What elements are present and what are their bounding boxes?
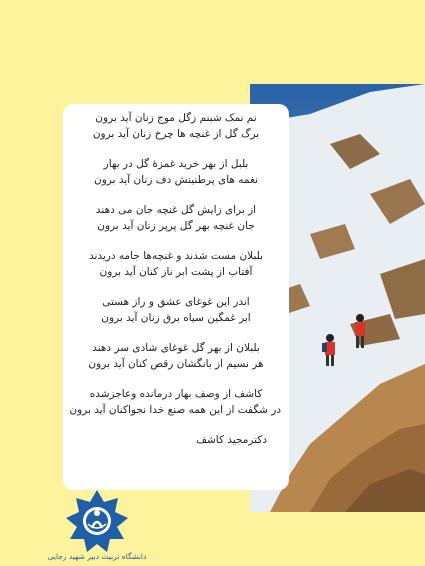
poem-line: بلبلان مست شدند و غنچه‌ها جامه دریدند [88,250,264,262]
poem-line: هر نسیم از بانگشان رقص کنان آید برون [88,358,264,370]
poem-line: در شگفت از این همه صنع خدا نجواکنان آید برون [69,404,281,416]
university-emblem-icon [47,488,147,562]
university-logo-graphic [47,488,147,562]
poem-line: بلبلان از بهر گل غوغای شادی سر دهند [92,342,260,354]
stanza-5 [71,294,281,326]
poem-line: کاشف از وصف بهار درمانده وعاجزشده [89,388,263,400]
stanza-4 [71,248,281,280]
poem-line: از برای زایش گل غنچه جان می دهند [95,204,257,216]
poem-line: آفتاب از پشت ابر ناز کنان آید برون [99,266,253,278]
poem-line: بلبل از بهر خرید غمزهٔ گل در بهار [103,158,249,170]
poem-line: نغمه های پرطنینش دف زنان آید برون [94,174,258,186]
stanza-1 [71,110,281,142]
poem-line: نم نمک شبنم زگل موج زنان آید برون [95,112,257,124]
poem-author: دکترمجید کاشف [196,434,267,446]
poem-line: ابر غمگین سیاه برق زنان آید برون [101,312,251,324]
poem-line: برگ گل از غنچه ها چرخ زنان آید برون [92,128,260,140]
stanza-7 [71,386,281,418]
stanza-6 [71,340,281,372]
poem-line: جان غنچه بهر گل پرپر زنان آید برون [97,220,255,232]
poem-card [63,104,289,490]
stanza-2 [71,156,281,188]
university-name: دانشگاه تربیت دبیر شهید رجایی [47,552,147,561]
stanza-3 [71,202,281,234]
poem-line: اندر این غوغای عشق و راز هستی [102,296,250,308]
